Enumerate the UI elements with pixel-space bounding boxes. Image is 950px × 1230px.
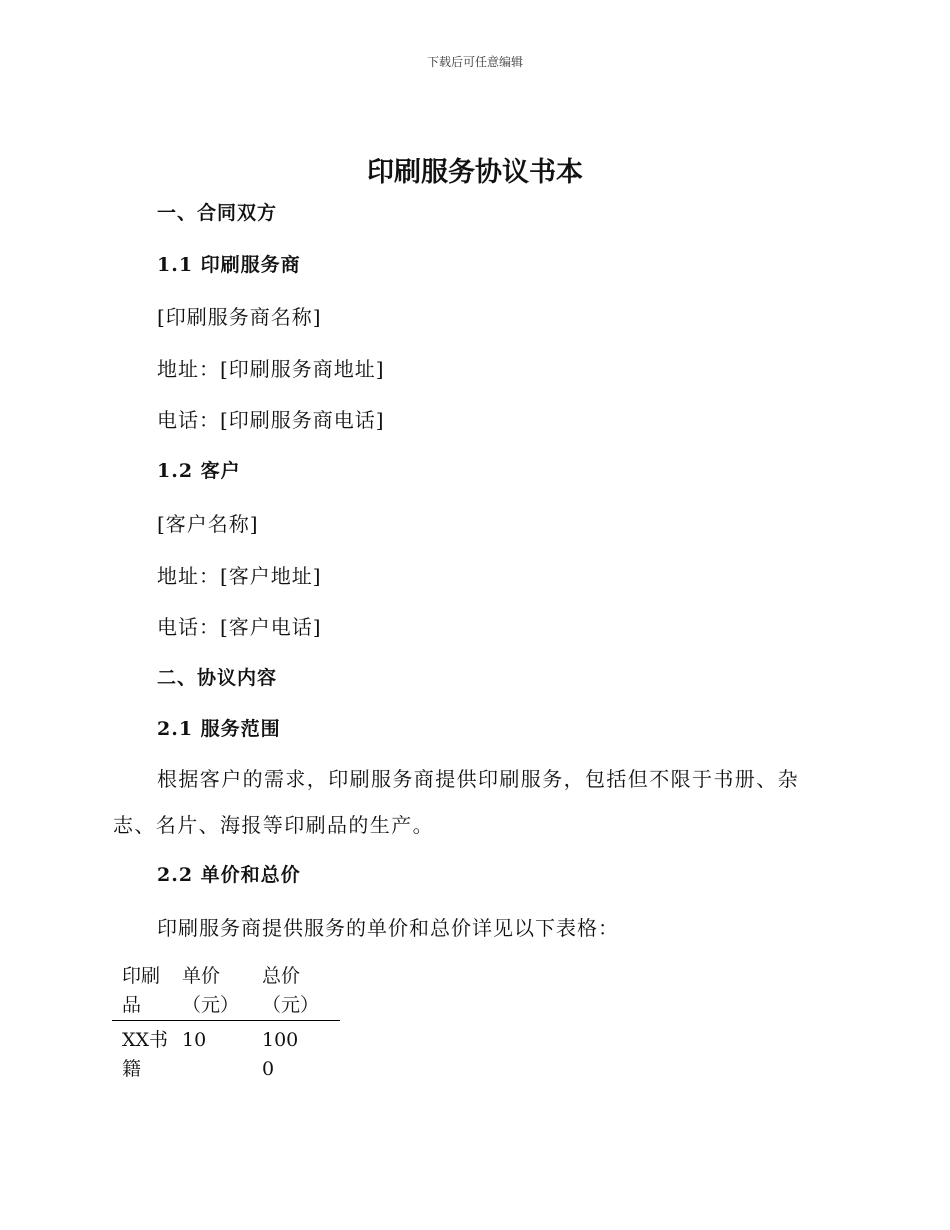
header-note: 下载后可任意编辑	[426, 55, 523, 69]
section-heading-agreement: 二、协议内容	[157, 667, 278, 689]
table-cell-item: XX书籍	[122, 1029, 169, 1080]
printer-address: 地址：[印刷服务商地址]	[157, 357, 385, 381]
document-title: 印刷服务协议书本	[367, 157, 583, 188]
subsection-heading-printer: 1.1 印刷服务商	[157, 254, 301, 276]
table-cell-total-price: 1000	[262, 1029, 299, 1080]
table-header-unit-price: 单价（元）	[182, 965, 240, 1016]
client-phone: 电话：[客户电话]	[157, 615, 322, 639]
table-row	[112, 1021, 340, 1085]
price-table	[112, 962, 340, 1084]
section-heading-parties: 一、合同双方	[157, 202, 278, 224]
table-header-total-price: 总价（元）	[262, 965, 320, 1016]
scope-paragraph: 根据客户的需求，印刷服务商提供印刷服务，包括但不限于书册、杂志、名片、海报等印刷品的生产。	[113, 767, 799, 837]
pricing-paragraph: 印刷服务商提供服务的单价和总价详见以下表格：	[157, 916, 619, 940]
printer-name: [印刷服务商名称]	[157, 305, 322, 329]
table-header-item: 印刷品	[122, 965, 161, 1016]
printer-phone: 电话：[印刷服务商电话]	[157, 408, 385, 432]
client-name: [客户名称]	[157, 512, 259, 536]
client-address: 地址：[客户地址]	[157, 564, 322, 588]
subsection-heading-client: 1.2 客户	[157, 460, 241, 482]
table-cell-unit-price: 10	[182, 1029, 207, 1051]
table-header-row	[112, 962, 340, 1021]
subsection-heading-pricing: 2.2 单价和总价	[157, 864, 301, 886]
subsection-heading-scope: 2.1 服务范围	[157, 718, 281, 740]
